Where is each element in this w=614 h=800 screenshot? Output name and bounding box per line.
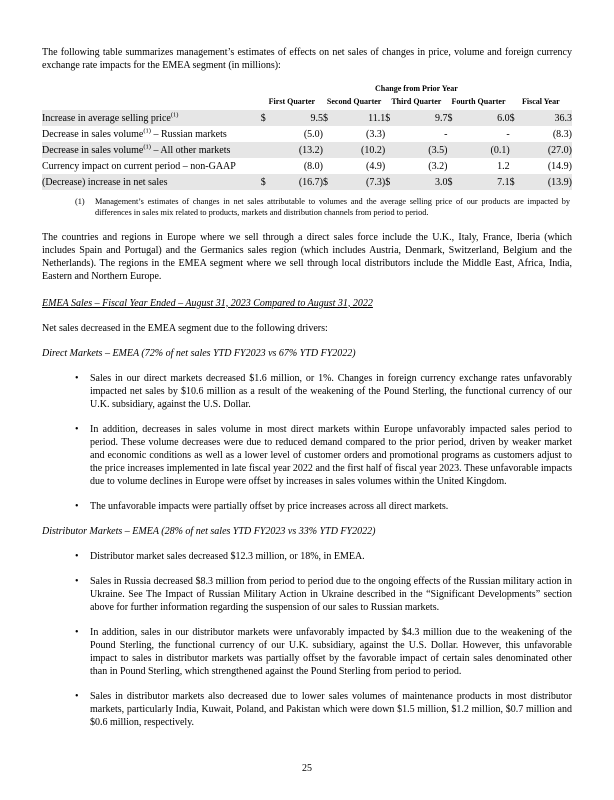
dollar-sign [323,142,337,158]
col-header-first-quarter: First Quarter [268,96,316,106]
dollar-sign: $ [323,110,337,126]
list-item [42,372,572,411]
list-item [42,550,572,563]
bullet-text: Sales in our direct markets decreased $1.6 million, or 1%. Changes in foreign currency exchange rates unfavorably impacted net sales by $10.6 million as a result of the weakening of the Pound Sterling, the functional currency of our U.K. subsidiary, against the U.S. Dollar. [90,372,572,410]
emea-sales-heading: EMEA Sales – Fiscal Year Ended – August 31, 2023 Compared to August 31, 2022 [42,297,373,309]
list-item [42,500,572,513]
dollar-sign [385,142,399,158]
col-header-fourth-quarter: Fourth Quarter [451,96,506,106]
col-header-fiscal-year: Fiscal Year [521,96,560,106]
cell-value: 6.0 [461,110,509,126]
row-label: Decrease in sales volume$^{(1)}$ – All other markets [42,142,261,158]
cell-value: 11.1 [337,110,385,126]
cell-value: (0.1) [461,142,509,158]
cell-value: (8.0) [303,160,323,172]
bullet-text: Distributor market sales decreased $12.3 million, or 18%, in EMEA. [90,550,365,562]
cell-value: 1.2 [497,160,510,172]
cell-value: (27.0) [524,142,572,158]
bullet-icon: • [75,500,79,512]
bullet-text: In addition, sales in our distributor markets were unfavorably impacted by $4.3 million due to the weakening of the Pound Sterling, the functional currency of our U.K. subsidiary, against the U.S. Dollar. However, this unfavorable impact to sales in distributor markets was partially offset by the favorable impact of certain sales denominated other than in Pound Sterling, which strengthened against the Pound Sterling from period to period. [90,626,572,677]
bullet-icon: • [75,550,79,562]
list-item [42,575,572,614]
bullet-icon: • [75,690,79,702]
dollar-sign: $ [261,174,275,190]
dollar-sign [261,142,275,158]
dollar-sign [447,142,461,158]
dollar-sign [447,158,461,174]
cell-value: (13.9) [524,174,572,190]
table-row [42,142,572,158]
dollar-sign [385,126,399,142]
dollar-sign: $ [447,174,461,190]
row-label: (Decrease) increase in net sales [42,174,261,190]
intro-paragraph: The following table summarizes management’s estimates of effects on net sales of changes in price, volume and foreign currency exchange rate impacts for the EMEA segment (in millions): [42,47,572,71]
dollar-sign: $ [510,174,524,190]
list-item [42,423,572,488]
cell-value: (3.5) [399,142,447,158]
cell-value: 7.1 [461,174,509,190]
table-row [42,110,572,126]
dollar-sign [261,126,275,142]
list-item [42,690,572,729]
bullet-text: The unfavorable impacts were partially offset by price increases across all direct markets. [90,500,449,512]
header-spacer [42,97,261,111]
table-row [42,158,572,174]
bullet-text: Sales in Russia decreased $8.3 million from period to period due to the ongoing effects of the Russian military action in Ukraine. See The Impact of Russian Military Action in Ukraine described in the “Significant Developments” section above for further information regarding the suspension of our sales to Russian markets. [90,575,572,613]
cell-value: (5.0) [303,128,323,140]
dollar-sign: $ [385,174,399,190]
cell-value: (3.2) [428,160,448,172]
bullet-icon: • [75,372,79,384]
cell-value: 36.3 [524,110,572,126]
dollar-sign: $ [510,110,524,126]
bullet-icon: • [75,575,79,587]
bullet-icon: • [75,626,79,638]
cell-value: (4.9) [366,160,386,172]
net-sales-change-table [42,84,572,190]
footnote-marker: (1) [75,197,85,206]
cell-value: (10.2) [337,142,385,158]
dollar-sign: $ [323,174,337,190]
countries-paragraph: The countries and regions in Europe where we sell through a direct sales force include the U.K., Italy, France, Iberia (which includes Spain and Portugal) and the Germanics sales region (which includes Austria, Denmark, Switzerland, Belgium and the Netherlands). The regions in the EMEA segment where we sell through local distributors include the Middle East, Africa, India, Eastern and Northern Europe. [42,231,572,282]
cell-value: 3.0 [399,174,447,190]
cell-value: - [444,128,448,140]
dollar-sign [385,158,399,174]
dollar-sign [447,126,461,142]
table-spanner-label: Change from Prior Year [375,84,458,93]
col-header-third-quarter: Third Quarter [391,96,442,106]
direct-markets-heading: Direct Markets – EMEA (72% of net sales YTD FY2023 vs 67% YTD FY2022) [42,347,356,359]
dollar-sign [510,158,524,174]
cell-value: (14.9) [547,160,572,172]
cell-value: (16.7) [275,174,323,190]
cell-value: (3.3) [366,128,386,140]
cell-value: - [506,128,510,140]
footnote-text: Management’s estimates of changes in net sales attributable to volumes and the average selling price of our products are impacted by differences in sales mix related to products, markets and distribution channels from period to period. [95,197,570,217]
row-label: Decrease in sales volume$^{(1)}$ – Russian markets [42,127,227,140]
dollar-sign [510,142,524,158]
dollar-sign [261,158,275,174]
distributor-markets-heading: Distributor Markets – EMEA (28% of net sales YTD FY2023 vs 33% YTD FY2022) [42,525,376,537]
bullet-text: In addition, decreases in sales volume in most direct markets within Europe unfavorably impacted sales period to period. These volume decreases were due to reduced demand compared to the prior period, driven by weaker market and economic conditions as well as a lower level of customer orders and promotional programs as customers adjust to the price increases implemented in late fiscal year 2022 and the first half of fiscal year 2023. These unfavorable impacts due to volume declines in Europe were offset by increases in sales volumes within the United Kingdom. [90,423,572,487]
drivers-line: Net sales decreased in the EMEA segment due to the following drivers: [42,322,328,334]
page-number: 25 [302,763,312,774]
table-header-row [42,97,572,111]
table-spanner-row [42,84,572,97]
cell-value: 9.5 [275,110,323,126]
list-item [42,626,572,678]
cell-value: (13.2) [275,142,323,158]
dollar-sign: $ [385,110,399,126]
row-label: Currency impact on current period – non-GAAP [42,160,236,172]
col-header-second-quarter: Second Quarter [326,96,382,106]
dollar-sign [510,126,524,142]
dollar-sign: $ [447,110,461,126]
table-footnote [75,197,572,219]
bullet-icon: • [75,423,79,435]
dollar-sign: $ [261,110,275,126]
dollar-sign [323,126,337,142]
bullet-text: Sales in distributor markets also decreased due to lower sales volumes of maintenance products in most distributor markets, particularly India, Kuwait, Poland, and Pakistan which were down $1.5 million, $1.2 million, $0.7 million and $0.6 million, respectively. [90,690,572,728]
dollar-sign [323,158,337,174]
row-label: Increase in average selling price$^{(1)}$ [42,110,261,126]
cell-value: (8.3) [552,128,572,140]
cell-value: 9.7 [399,110,447,126]
table-row [42,126,572,142]
table-row [42,174,572,190]
cell-value: (7.3) [337,174,385,190]
spanner-spacer [42,84,261,97]
